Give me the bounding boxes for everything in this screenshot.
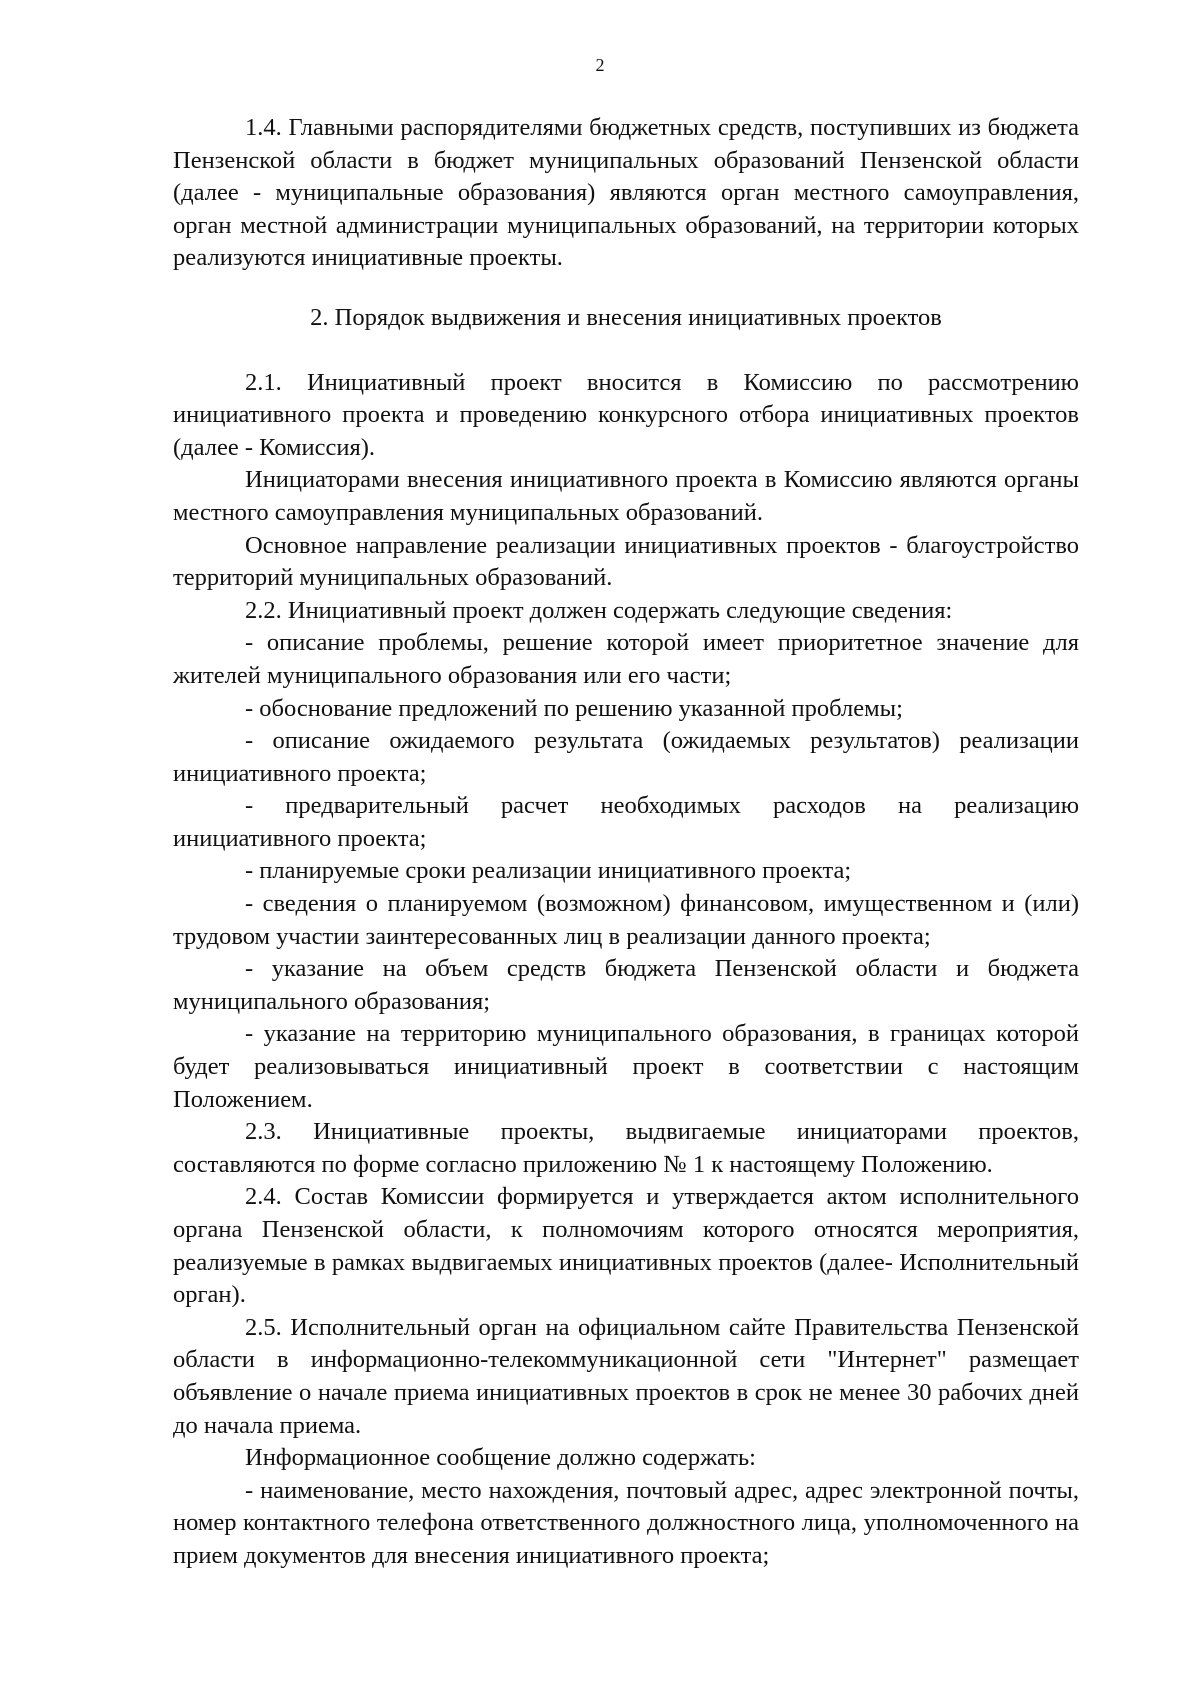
list-item: - планируемые сроки реализации инициативного проекта; [245, 857, 852, 885]
paragraph-2-4: 2.4. Состав Комиссии формируется и утверждается актом исполнительного органа Пензенской области, к полномочиям которого относятся мероприятия, реализуемые в рамках выдвигаемых инициативных проектов (далее- Исполнительный орган). [173, 1183, 1079, 1309]
document-body [173, 112, 1079, 1573]
list-item: - наименование, место нахождения, почтовый адрес, адрес электронной почты, номер контактного телефона ответственного должностного лица, уполномоченного на прием документов для внесения инициативного проекта; [173, 1476, 1079, 1569]
paragraph-initiators: Инициаторами внесения инициативного проекта в Комиссию являются органы местного самоуправления муниципальных образований. [173, 466, 1079, 526]
list-item: - указание на объем средств бюджета Пензенской области и бюджета муниципального образования; [173, 955, 1079, 1015]
paragraph-2-2: 2.2. Инициативный проект должен содержать следующие сведения: [245, 596, 953, 624]
paragraph-info-message: Информационное сообщение должно содержать: [245, 1444, 756, 1472]
list-item: - описание проблемы, решение которой имеет приоритетное значение для жителей муниципального образования или его части; [173, 629, 1079, 689]
paragraph-1-4: 1.4. Главными распорядителями бюджетных средств, поступивших из бюджета Пензенской области в бюджет муниципальных образований Пензенской области (далее - муниципальные образования) являются орган местного самоуправления, орган местной администрации муниципальных образований, на территории которых реализуются инициативные проекты. [173, 114, 1079, 272]
list-item: - описание ожидаемого результата (ожидаемых результатов) реализации инициативного проекта; [173, 727, 1079, 787]
list-item: - указание на территорию муниципального образования, в границах которой будет реализовываться инициативный проект в соответствии с настоящим Положением. [173, 1020, 1079, 1113]
page-number: 2 [595, 55, 605, 75]
list-item: - обоснование предложений по решению указанной проблемы; [245, 694, 903, 722]
paragraph-2-3: 2.3. Инициативные проекты, выдвигаемые инициаторами проектов, составляются по форме согласно приложению № 1 к настоящему Положению. [173, 1118, 1079, 1178]
paragraph-2-5: 2.5. Исполнительный орган на официальном сайте Правительства Пензенской области в информационно-телекоммуникационной сети "Интернет" размещает объявление о начале приема инициативных проектов в срок не менее 30 рабочих дней до начала приема. [173, 1313, 1079, 1439]
paragraph-direction: Основное направление реализации инициативных проектов - благоустройство территорий муниципальных образований. [173, 531, 1079, 592]
list-item: - сведения о планируемом (возможном) финансовом, имущественном и (или) трудовом участии заинтересованных лиц в реализации данного проекта; [173, 890, 1079, 950]
list-item: - предварительный расчет необходимых расходов на реализацию инициативного проекта; [173, 792, 1079, 852]
section-2-heading: 2. Порядок выдвижения и внесения инициативных проектов [310, 303, 942, 331]
paragraph-2-1: 2.1. Инициативный проект вносится в Комиссию по рассмотрению инициативного проекта и проведению конкурсного отбора инициативных проектов (далее - Комиссия). [173, 368, 1079, 461]
